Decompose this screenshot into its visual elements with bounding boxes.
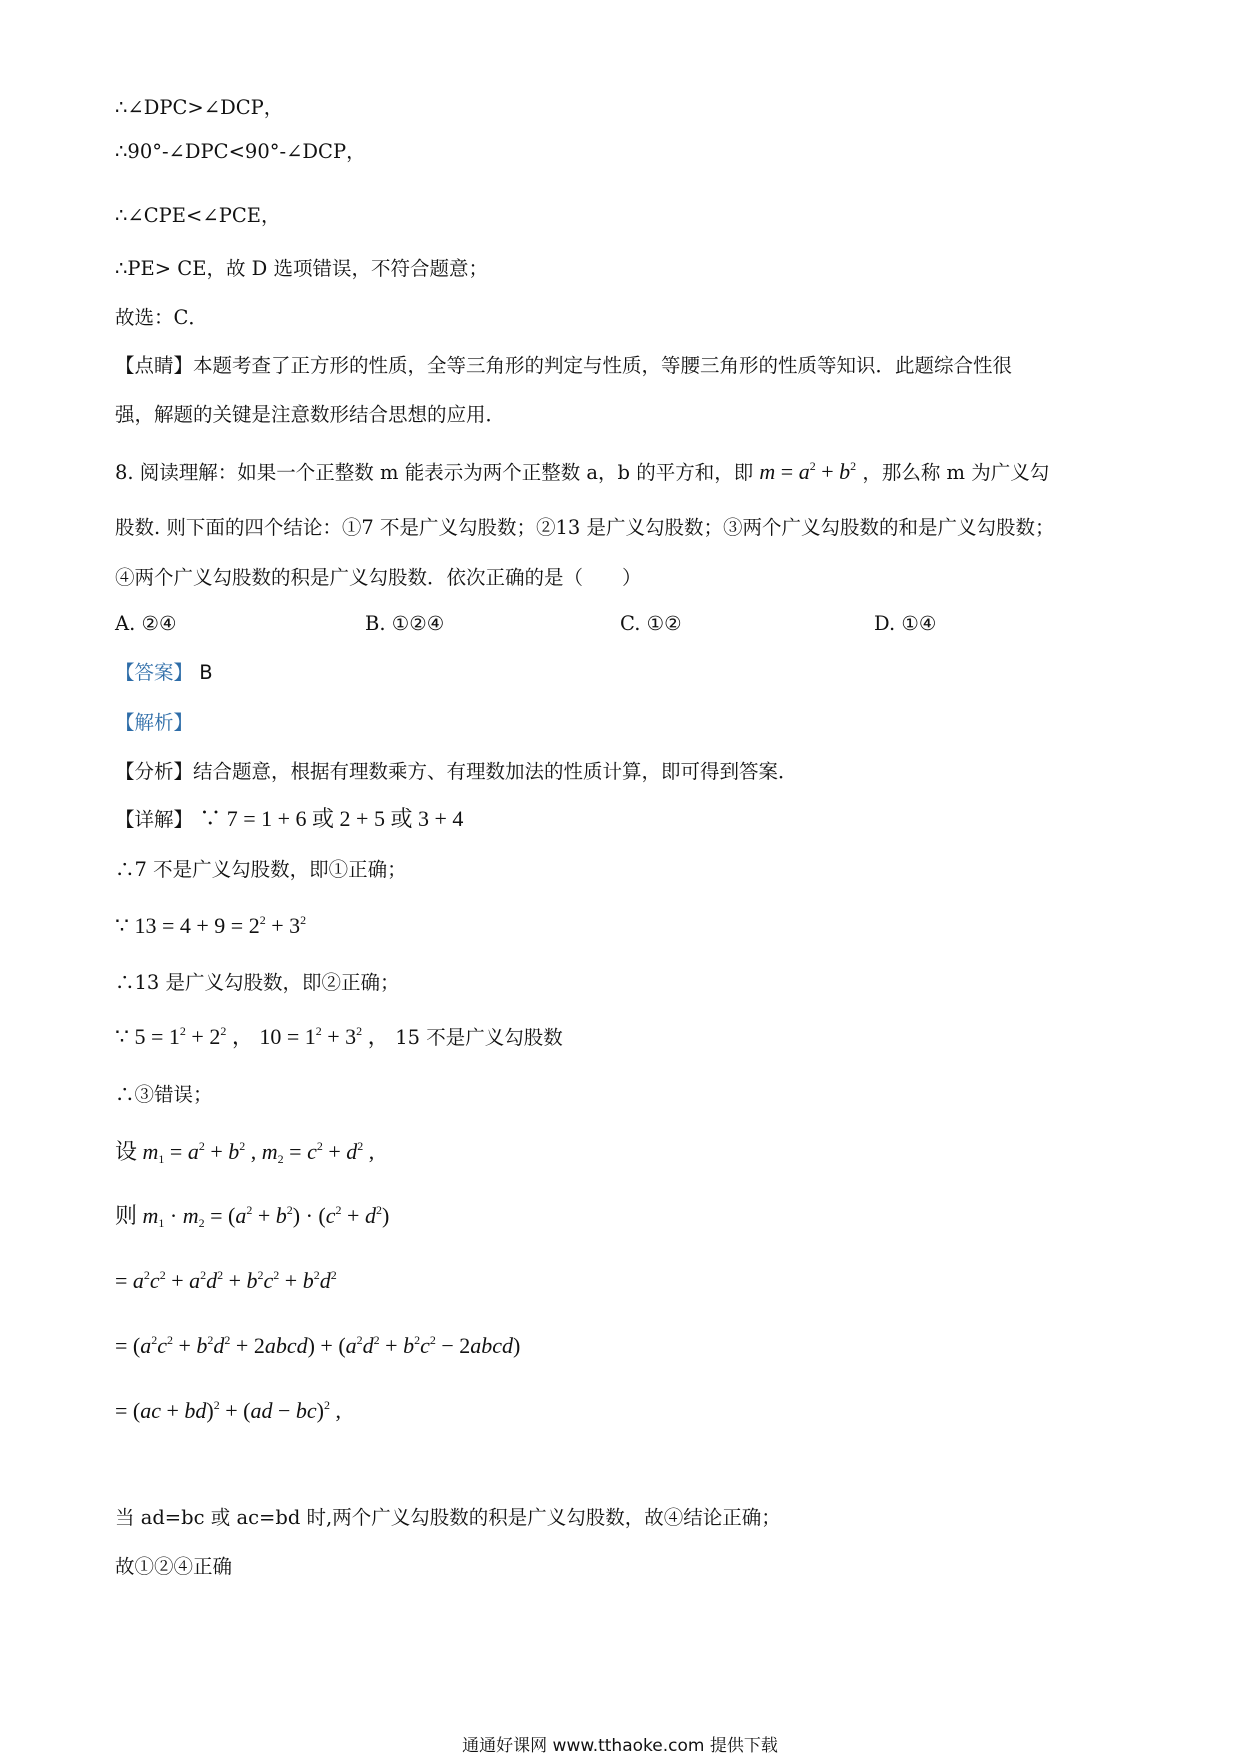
comment-line-2: 强，解题的关键是注意数形结合思想的应用． xyxy=(115,403,506,426)
step-when: 当 ad=bc 或 ac=bd 时,两个广义勾股数的积是广义勾股数，故④结论正确； xyxy=(115,1506,781,1529)
answer-label: 【答案】 xyxy=(115,661,194,684)
formula-5-10-line xyxy=(115,1024,563,1051)
step-13-is: ∴13 是广义勾股数，即②正确； xyxy=(115,971,400,994)
page-footer: 通通好课网 www.tthaoke.com 提供下载 xyxy=(462,1736,778,1756)
option-b: B. ①②④ xyxy=(365,612,445,635)
text-line-3: ∴∠CPE<∠PCE， xyxy=(115,204,281,227)
question-8-line-1 xyxy=(115,459,1049,486)
text-line-5: 故选：C． xyxy=(115,306,208,329)
option-d: D. ①④ xyxy=(874,612,937,635)
option-a: A. ②④ xyxy=(115,612,177,635)
formula-set-m: 设 $m_1 = a^2 + b^2$ , $m_2 = c^2 + d^2$ , xyxy=(115,1139,375,1166)
formula-5-10: ∵ $5 = 1^2 + 2^2$ ， $10 = 1^2 + 3^2$ ， xyxy=(115,1024,396,1049)
comment-line-1: 【点睛】本题考查了正方形的性质，全等三角形的判定与性质，等腰三角形的性质等知识．此题综合性很 xyxy=(115,354,1013,377)
analysis-label: 【解析】 xyxy=(115,711,194,734)
step-15-not: 15 不是广义勾股数 xyxy=(395,1026,563,1049)
formula-expand-1: = $a^2c^2 + a^2d^2 + b^2c^2 + b^2d^2$ xyxy=(115,1268,337,1293)
formula-13: ∵ $13 = 4 + 9 = 2^2 + 3^2$ xyxy=(115,913,307,938)
answer-line xyxy=(115,660,213,686)
detail-line xyxy=(115,806,463,833)
formula-expand-3: = (ac + bd)$^2$ + (ad − bc)$^2$ , xyxy=(115,1398,341,1423)
question-8-line-2: 股数. 则下面的四个结论：①7 不是广义勾股数；②13 是广义勾股数；③两个广义勾股数的和是广义勾股数； xyxy=(115,516,1055,539)
option-c: C. ①② xyxy=(620,612,682,635)
step-3-wrong: ∴③错误； xyxy=(115,1083,213,1106)
step-7-not: ∴7 不是广义勾股数，即①正确； xyxy=(115,858,407,881)
step-final: 故①②④正确 xyxy=(115,1555,233,1578)
question-8-tail: ，那么称 m 为广义勾 xyxy=(862,461,1050,484)
formula-m-def: $m = a^2 + b^2$ xyxy=(759,459,857,484)
formula-7: ∵ 7 = 1 + 6 或 2 + 5 或 3 + 4 xyxy=(199,806,464,831)
question-8-intro: 8. 阅读理解：如果一个正整数 m 能表示为两个正整数 a，b 的平方和，即 xyxy=(115,461,754,484)
detail-label: 【详解】 xyxy=(115,808,194,831)
formula-expand-2: = ($a^2c^2 + b^2d^2$ + 2abcd) + ($a^2d^2 + b^2c^2$ − 2abcd) xyxy=(115,1333,521,1358)
analysis-text: 【分析】结合题意，根据有理数乘方、有理数加法的性质计算，即可得到答案． xyxy=(115,760,798,783)
question-8-line-3: ④两个广义勾股数的积是广义勾股数．依次正确的是（ ） xyxy=(115,566,642,589)
text-line-1: ∴∠DPC>∠DCP， xyxy=(115,96,284,119)
answer-value: B xyxy=(199,661,213,684)
text-line-2: ∴90°-∠DPC<90°-∠DCP， xyxy=(115,140,366,163)
text-line-4: ∴PE> CE，故 D 选项错误，不符合题意； xyxy=(115,257,488,280)
formula-product: 则 $m_1 \cdot m_2 = (a^2 + b^2) \cdot (c^2 + d^2)$ xyxy=(115,1203,390,1230)
